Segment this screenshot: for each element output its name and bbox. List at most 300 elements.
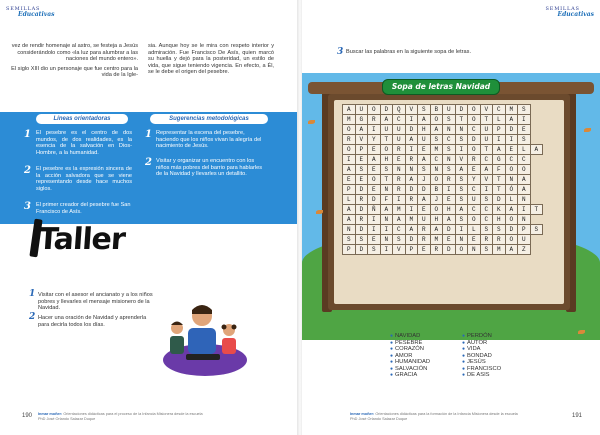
grid-cell[interactable]: N xyxy=(443,125,456,135)
grid-cell[interactable]: C xyxy=(443,135,456,145)
grid-row xyxy=(343,225,543,235)
grid-cell[interactable]: O xyxy=(368,105,381,115)
grid-cell[interactable]: T xyxy=(380,135,393,145)
grid-cell[interactable]: R xyxy=(393,185,406,195)
grid-cell[interactable]: R xyxy=(343,135,356,145)
word-list-item: ● DE ASIS xyxy=(462,372,490,378)
activity-item: 2 Hacer una oración de Navidad y aprenderla para decirla todos los días. xyxy=(29,312,147,328)
grid-cell[interactable]: I xyxy=(443,185,456,195)
bullet-icon: ● xyxy=(390,352,394,359)
grid-cell[interactable]: L xyxy=(518,145,531,155)
grid-cell[interactable]: D xyxy=(468,135,481,145)
sugerencias-item: 2 Visitar y organizar un encuentro con los niños más pobres del barrio para hablarles de la Navidad y llevarles un detallito. xyxy=(145,157,263,178)
grid-row xyxy=(343,215,543,225)
grid-cell[interactable]: H xyxy=(430,215,443,225)
grid-cell[interactable]: R xyxy=(368,115,381,125)
bullet-icon: ● xyxy=(390,333,394,339)
bullet-icon: ● xyxy=(462,346,466,352)
grid-cell[interactable]: D xyxy=(493,195,506,205)
word-list-item: ● VIDA xyxy=(462,346,481,352)
grid-cell[interactable]: U xyxy=(418,215,431,225)
grid-cell[interactable]: Q xyxy=(393,105,406,115)
grid-cell[interactable]: O xyxy=(468,215,481,225)
grid-cell[interactable]: P xyxy=(405,245,418,255)
grid-cell[interactable]: S xyxy=(368,245,381,255)
grid-cell[interactable]: S xyxy=(355,165,368,175)
grid-cell[interactable]: M xyxy=(430,145,443,155)
intro-paragraph: El siglo XIII dio un personaje que fue centro para la vida de la Igle- xyxy=(11,65,138,79)
grid-cell[interactable]: H xyxy=(418,125,431,135)
activity-item: 1 Visitar con el asesor el ancianato y a los niños pobres y llevarles el mensaje misionero de la Navidad. xyxy=(29,289,153,312)
word-list-item: ● AMOR xyxy=(390,352,413,359)
grid-cell[interactable]: V xyxy=(480,175,493,185)
brand-logo-right: SEMILLAS Educativas xyxy=(545,6,594,18)
grid-cell[interactable]: V xyxy=(480,105,493,115)
grid-cell[interactable]: U xyxy=(468,195,481,205)
grid-cell[interactable]: E xyxy=(418,245,431,255)
grid-cell[interactable]: C xyxy=(468,125,481,135)
grid-cell[interactable]: D xyxy=(380,105,393,115)
grid-cell[interactable]: N xyxy=(455,125,468,135)
grid-cell[interactable]: I xyxy=(380,225,393,235)
grid-cell[interactable]: A xyxy=(393,215,406,225)
grid-cell[interactable]: O xyxy=(368,175,381,185)
grid-cell[interactable]: T xyxy=(493,185,506,195)
grid-cell[interactable]: A xyxy=(405,225,418,235)
bullet-icon: ● xyxy=(390,346,394,352)
grid-cell[interactable]: R xyxy=(468,155,481,165)
grid-cell[interactable]: E xyxy=(418,145,431,155)
grid-row xyxy=(343,145,543,155)
intro-paragraph: vez de rendir homenaje al astro, se festeja a Jesús considerándolo como «la luz para alumbrar a las naciones del mundo entero». xyxy=(11,43,138,63)
sugerencias-heading: Sugerencias metodológicas xyxy=(150,114,268,124)
grid-cell[interactable]: R xyxy=(443,175,456,185)
grid-cell[interactable]: E xyxy=(355,175,368,185)
grid-cell[interactable]: R xyxy=(393,145,406,155)
grid-cell[interactable]: A xyxy=(380,205,393,215)
grid-cell[interactable]: N xyxy=(343,225,356,235)
grid-cell[interactable]: A xyxy=(518,175,531,185)
grid-cell[interactable]: I xyxy=(493,135,506,145)
grid-cell[interactable]: A xyxy=(505,115,518,125)
grid-cell[interactable]: S xyxy=(380,165,393,175)
grid-cell[interactable]: H xyxy=(493,215,506,225)
grid-cell[interactable]: E xyxy=(368,185,381,195)
grid-cell[interactable]: A xyxy=(518,185,531,195)
grid-cell[interactable]: E xyxy=(468,235,481,245)
grid-cell[interactable]: R xyxy=(480,235,493,245)
grid-cell[interactable]: E xyxy=(443,195,456,205)
grid-cell[interactable]: A xyxy=(505,245,518,255)
grid-cell[interactable]: O xyxy=(430,175,443,185)
grid-cell[interactable]: N xyxy=(380,215,393,225)
grid-cell[interactable]: Ñ xyxy=(368,205,381,215)
word-list-item: ● SALVACIÓN xyxy=(390,365,428,372)
grid-cell[interactable]: H xyxy=(380,155,393,165)
grid-cell[interactable]: P xyxy=(355,145,368,155)
grid-cell[interactable]: O xyxy=(430,115,443,125)
grid-cell[interactable]: I xyxy=(480,185,493,195)
grid-cell[interactable]: M xyxy=(393,205,406,215)
grid-cell[interactable]: S xyxy=(480,195,493,205)
grid-cell[interactable]: N xyxy=(518,215,531,225)
intro-column-b xyxy=(148,43,274,79)
grid-cell[interactable]: E xyxy=(368,165,381,175)
grid-cell[interactable]: O xyxy=(343,125,356,135)
grid-cell[interactable]: N xyxy=(455,235,468,245)
grid-cell[interactable]: L xyxy=(493,115,506,125)
grid-cell[interactable]: S xyxy=(355,235,368,245)
grid-cell[interactable]: S xyxy=(530,225,543,235)
grid-cell[interactable]: H xyxy=(443,205,456,215)
grid-cell[interactable]: N xyxy=(405,165,418,175)
grid-cell[interactable]: L xyxy=(505,195,518,205)
grid-cell[interactable]: A xyxy=(380,115,393,125)
grid-row xyxy=(343,105,543,115)
grid-cell[interactable]: A xyxy=(530,145,543,155)
grid-cell[interactable]: N xyxy=(380,185,393,195)
grid-cell[interactable]: Y xyxy=(368,135,381,145)
grid-cell[interactable]: S xyxy=(443,115,456,125)
bullet-icon: ● xyxy=(390,339,394,346)
leaf-icon xyxy=(584,128,591,132)
grid-cell[interactable]: I xyxy=(368,215,381,225)
grid-cell[interactable]: S xyxy=(393,235,406,245)
grid-cell[interactable]: C xyxy=(468,185,481,195)
lineas-item: 3 El primer creador del pesebre fue San Francisco de Asís. xyxy=(24,201,131,215)
grid-cell[interactable]: O xyxy=(430,205,443,215)
grid-cell[interactable]: O xyxy=(380,145,393,155)
grid-cell[interactable]: O xyxy=(343,145,356,155)
grid-cell[interactable]: D xyxy=(505,225,518,235)
grid-cell[interactable]: I xyxy=(455,225,468,235)
grid-cell[interactable]: E xyxy=(343,175,356,185)
bullet-icon: ● xyxy=(390,372,394,378)
grid-cell[interactable]: U xyxy=(393,135,406,145)
grid-cell[interactable]: C xyxy=(493,105,506,115)
grid-cell[interactable]: S xyxy=(418,105,431,115)
grid-cell[interactable]: S xyxy=(430,135,443,145)
grid-cell[interactable]: J xyxy=(430,195,443,205)
grid-cell[interactable]: S xyxy=(443,145,456,155)
word-list-item: ● JESÚS xyxy=(462,359,486,365)
word-list-item: ● FRANCISCO xyxy=(462,365,502,372)
grid-cell[interactable]: R xyxy=(418,235,431,245)
grid-cell[interactable]: D xyxy=(405,235,418,245)
grid-cell[interactable]: B xyxy=(430,185,443,195)
grid-cell[interactable]: N xyxy=(430,165,443,175)
grid-cell[interactable]: A xyxy=(505,205,518,215)
grid-row xyxy=(343,205,543,215)
grid-cell[interactable]: E xyxy=(368,145,381,155)
grid-cell[interactable]: U xyxy=(480,125,493,135)
grid-cell[interactable]: U xyxy=(393,125,406,135)
grid-cell[interactable]: Ó xyxy=(505,185,518,195)
grid-cell[interactable]: A xyxy=(430,225,443,235)
grid-cell[interactable]: R xyxy=(493,235,506,245)
grid-row xyxy=(343,135,543,145)
grid-cell[interactable]: E xyxy=(443,235,456,245)
grid-cell[interactable]: A xyxy=(343,165,356,175)
grid-cell[interactable]: C xyxy=(393,115,406,125)
grid-row xyxy=(343,175,543,185)
grid-cell[interactable]: O xyxy=(468,105,481,115)
page-number: 191 xyxy=(571,413,582,419)
grid-cell[interactable]: S xyxy=(455,175,468,185)
bullet-icon: ● xyxy=(462,372,466,378)
grid-cell[interactable]: O xyxy=(505,165,518,175)
grid-cell[interactable]: O xyxy=(505,215,518,225)
grid-cell[interactable]: S xyxy=(493,225,506,235)
grid-row xyxy=(343,155,543,165)
word-search-title: Sopa de letras Navidad xyxy=(382,79,500,95)
grid-cell[interactable]: S xyxy=(443,165,456,175)
grid-cell[interactable]: D xyxy=(418,185,431,195)
grid-cell[interactable]: I xyxy=(393,195,406,205)
word-list-item: ● GRACIA xyxy=(390,372,418,378)
grid-row xyxy=(343,235,543,245)
grid-cell[interactable]: M xyxy=(430,235,443,245)
grid-cell[interactable]: E xyxy=(468,165,481,175)
intro-paragraph: sia. Aunque hoy se le mira con respeto interior y admiración. Fue Francisco De Asís, quien marcó su huella y dejó para la posteridad, un estilo de vida, que sigue teniendo vigencia. En efecto, a Él, se le debe el origen del pesebre. xyxy=(148,43,274,76)
grid-cell[interactable]: I xyxy=(405,205,418,215)
grid-cell[interactable]: T xyxy=(493,175,506,185)
grid-cell[interactable]: T xyxy=(480,115,493,125)
grid-cell[interactable]: F xyxy=(380,195,393,205)
word-list-col-2 xyxy=(462,333,501,379)
taller-heading: Taller xyxy=(36,222,126,257)
grid-cell[interactable]: G xyxy=(355,115,368,125)
grid-cell[interactable]: T xyxy=(530,205,543,215)
grid-cell[interactable]: U xyxy=(518,235,531,245)
grid-cell[interactable]: R xyxy=(405,195,418,205)
grid-cell[interactable]: L xyxy=(468,225,481,235)
grid-cell[interactable]: I xyxy=(368,125,381,135)
grid-cell[interactable]: I xyxy=(380,245,393,255)
grid-cell[interactable]: Y xyxy=(468,175,481,185)
grid-cell[interactable]: S xyxy=(518,105,531,115)
grid-cell[interactable]: S xyxy=(480,245,493,255)
grid-cell[interactable]: D xyxy=(443,245,456,255)
grid-cell[interactable]: V xyxy=(405,105,418,115)
grid-cell[interactable]: M xyxy=(505,105,518,115)
grid-cell[interactable]: O xyxy=(505,235,518,245)
grid-cell[interactable]: U xyxy=(380,125,393,135)
grid-cell[interactable]: A xyxy=(343,105,356,115)
grid-cell[interactable]: I xyxy=(405,145,418,155)
grid-cell[interactable]: E xyxy=(355,155,368,165)
bullet-icon: ● xyxy=(390,359,394,365)
leaf-icon xyxy=(316,210,323,214)
grid-cell[interactable]: U xyxy=(480,135,493,145)
word-list-item: ● HUMANIDAD xyxy=(390,359,431,365)
grid-cell[interactable]: B xyxy=(430,105,443,115)
grid-cell[interactable]: C xyxy=(480,215,493,225)
grid-cell[interactable]: D xyxy=(405,185,418,195)
grid-cell[interactable]: M xyxy=(343,115,356,125)
grid-cell[interactable]: E xyxy=(518,125,531,135)
grid-cell[interactable]: C xyxy=(505,155,518,165)
grid-cell[interactable]: O xyxy=(518,165,531,175)
grid-cell[interactable]: P xyxy=(518,225,531,235)
grid-cell[interactable]: G xyxy=(493,155,506,165)
grid-cell[interactable]: D xyxy=(405,125,418,135)
grid-cell[interactable]: R xyxy=(355,195,368,205)
bullet-icon: ● xyxy=(390,365,394,372)
grid-cell[interactable]: D xyxy=(455,105,468,115)
grid-cell[interactable]: R xyxy=(430,245,443,255)
grid-cell[interactable]: D xyxy=(443,225,456,235)
grid-cell[interactable]: V xyxy=(455,155,468,165)
grid-row xyxy=(343,185,543,195)
grid-cell[interactable]: A xyxy=(405,135,418,145)
grid-cell[interactable]: I xyxy=(518,205,531,215)
grid-cell[interactable]: C xyxy=(468,205,481,215)
word-list-item: ● PESEBRE xyxy=(390,339,423,346)
grid-cell[interactable]: R xyxy=(393,175,406,185)
grid-cell[interactable]: D xyxy=(355,245,368,255)
grid-cell[interactable]: S xyxy=(518,135,531,145)
word-list-item: ● CORAZÓN xyxy=(390,346,424,352)
grid-cell[interactable]: N xyxy=(393,165,406,175)
grid-cell[interactable]: N xyxy=(443,155,456,165)
grid-cell[interactable]: E xyxy=(368,235,381,245)
grid-cell[interactable]: Z xyxy=(518,245,531,255)
sugerencias-item: 1 Representar la escena del pesebre, haciendo que los niños vivan la alegría del nacimiento de Jesús. xyxy=(145,129,262,150)
grid-cell[interactable]: C xyxy=(480,155,493,165)
grid-cell[interactable]: A xyxy=(355,125,368,135)
grid-cell[interactable]: D xyxy=(355,225,368,235)
grid-cell[interactable]: I xyxy=(505,135,518,145)
grid-cell[interactable]: C xyxy=(393,225,406,235)
grid-cell[interactable]: M xyxy=(493,245,506,255)
grid-cell[interactable]: C xyxy=(480,205,493,215)
grid-cell[interactable]: V xyxy=(355,135,368,145)
bullet-icon: ● xyxy=(462,365,466,372)
bullet-icon: ● xyxy=(462,333,466,339)
grid-cell[interactable]: O xyxy=(468,115,481,125)
grid-cell[interactable]: S xyxy=(455,185,468,195)
grid-cell[interactable]: T xyxy=(480,145,493,155)
grid-cell[interactable]: A xyxy=(418,155,431,165)
grid-cell[interactable]: C xyxy=(430,155,443,165)
grid-cell[interactable]: A xyxy=(430,125,443,135)
lineas-item: 2 El pesebre es la expresión sincera de la acción salvadora que se viene representando desde hace muchos siglos. xyxy=(24,165,132,192)
grid-cell[interactable]: U xyxy=(443,105,456,115)
grid-cell[interactable]: E xyxy=(505,145,518,155)
grid-cell[interactable]: P xyxy=(343,245,356,255)
grid-cell[interactable]: I xyxy=(368,225,381,235)
grid-cell[interactable]: A xyxy=(418,195,431,205)
grid-cell[interactable]: A xyxy=(343,215,356,225)
grid-cell[interactable]: S xyxy=(455,195,468,205)
intro-column-a xyxy=(8,43,138,82)
footer-credit: Inmar moñer: Orientaciones didácticas para el proceso de la Infancia Misionera desde la escuela PhD José Orlando Salazar Duque xyxy=(38,412,203,421)
grid-cell[interactable]: N xyxy=(518,195,531,205)
grid-cell[interactable]: T xyxy=(380,175,393,185)
grid-cell[interactable]: D xyxy=(505,125,518,135)
grid-cell[interactable]: A xyxy=(480,165,493,175)
grid-cell[interactable]: O xyxy=(455,245,468,255)
grid-cell[interactable]: V xyxy=(393,245,406,255)
grid-cell[interactable]: D xyxy=(355,185,368,195)
grid-cell[interactable]: R xyxy=(355,215,368,225)
grid-row xyxy=(343,115,543,125)
grid-cell[interactable]: U xyxy=(418,135,431,145)
word-list-item: ● NAVIDAD xyxy=(390,333,421,339)
lineas-item: 1 El pesebre es el centro de dos mundos, de dos realidades, es la esencia de la salvación en Dios-Hombre, a la humanidad. xyxy=(24,129,132,156)
grid-row xyxy=(343,245,543,255)
grid-cell[interactable]: A xyxy=(343,205,356,215)
grid-cell[interactable]: S xyxy=(343,235,356,245)
grid-cell[interactable]: A xyxy=(368,155,381,165)
grid-cell[interactable]: I xyxy=(343,155,356,165)
grid-cell[interactable]: R xyxy=(418,225,431,235)
grid-cell[interactable]: I xyxy=(405,115,418,125)
bullet-icon: ● xyxy=(462,359,466,365)
word-list-col-1 xyxy=(390,333,430,379)
grid-cell[interactable]: E xyxy=(418,205,431,215)
grid-cell[interactable]: T xyxy=(455,115,468,125)
grid-cell[interactable]: S xyxy=(418,165,431,175)
grid-cell[interactable]: F xyxy=(493,165,506,175)
brand-logo-left: SEMILLAS Educativas xyxy=(6,6,55,18)
grid-cell[interactable]: P xyxy=(343,185,356,195)
word-search-grid xyxy=(342,104,543,255)
lineas-heading: Líneas orientadoras xyxy=(36,114,128,124)
grid-cell[interactable]: E xyxy=(393,155,406,165)
grid-cell[interactable]: I xyxy=(455,145,468,155)
grid-cell[interactable]: A xyxy=(418,115,431,125)
left-page xyxy=(0,0,298,435)
grid-cell[interactable]: O xyxy=(468,145,481,155)
family-illustration xyxy=(160,280,250,380)
grid-cell[interactable]: M xyxy=(405,215,418,225)
grid-cell[interactable]: N xyxy=(380,235,393,245)
grid-cell[interactable]: D xyxy=(368,195,381,205)
grid-cell[interactable]: D xyxy=(355,205,368,215)
grid-cell[interactable]: A xyxy=(493,145,506,155)
grid-cell[interactable]: C xyxy=(518,155,531,165)
grid-cell[interactable]: N xyxy=(505,175,518,185)
bullet-icon: ● xyxy=(462,352,466,359)
grid-row xyxy=(343,125,543,135)
leaf-icon xyxy=(578,330,585,334)
grid-cell[interactable]: U xyxy=(355,105,368,115)
grid-cell[interactable]: A xyxy=(405,175,418,185)
footer-credit: Inmar moñer: Orientaciones didácticas para la formación de la Infancia Misionera desde la escuela PhD José Orlando Salazar Duque xyxy=(350,412,518,421)
grid-cell[interactable]: A xyxy=(443,215,456,225)
word-list-item: ● AUTOR xyxy=(462,339,488,346)
grid-cell[interactable]: L xyxy=(343,195,356,205)
grid-cell[interactable]: A xyxy=(455,205,468,215)
grid-row xyxy=(343,195,543,205)
grid-cell[interactable]: R xyxy=(405,155,418,165)
grid-cell[interactable]: K xyxy=(493,205,506,215)
grid-cell[interactable]: S xyxy=(455,215,468,225)
grid-cell[interactable]: S xyxy=(480,225,493,235)
grid-cell[interactable]: P xyxy=(493,125,506,135)
grid-cell[interactable]: J xyxy=(418,175,431,185)
grid-cell[interactable]: N xyxy=(468,245,481,255)
bullet-icon: ● xyxy=(462,339,466,346)
exercise-instruction: 3 Buscar las palabras en la siguiente sopa de letras. xyxy=(337,47,472,57)
word-list-item: ● PERDÓN xyxy=(462,333,492,339)
grid-cell[interactable]: S xyxy=(455,135,468,145)
grid-cell[interactable]: I xyxy=(518,115,531,125)
right-page xyxy=(302,0,600,435)
grid-cell[interactable]: A xyxy=(455,165,468,175)
